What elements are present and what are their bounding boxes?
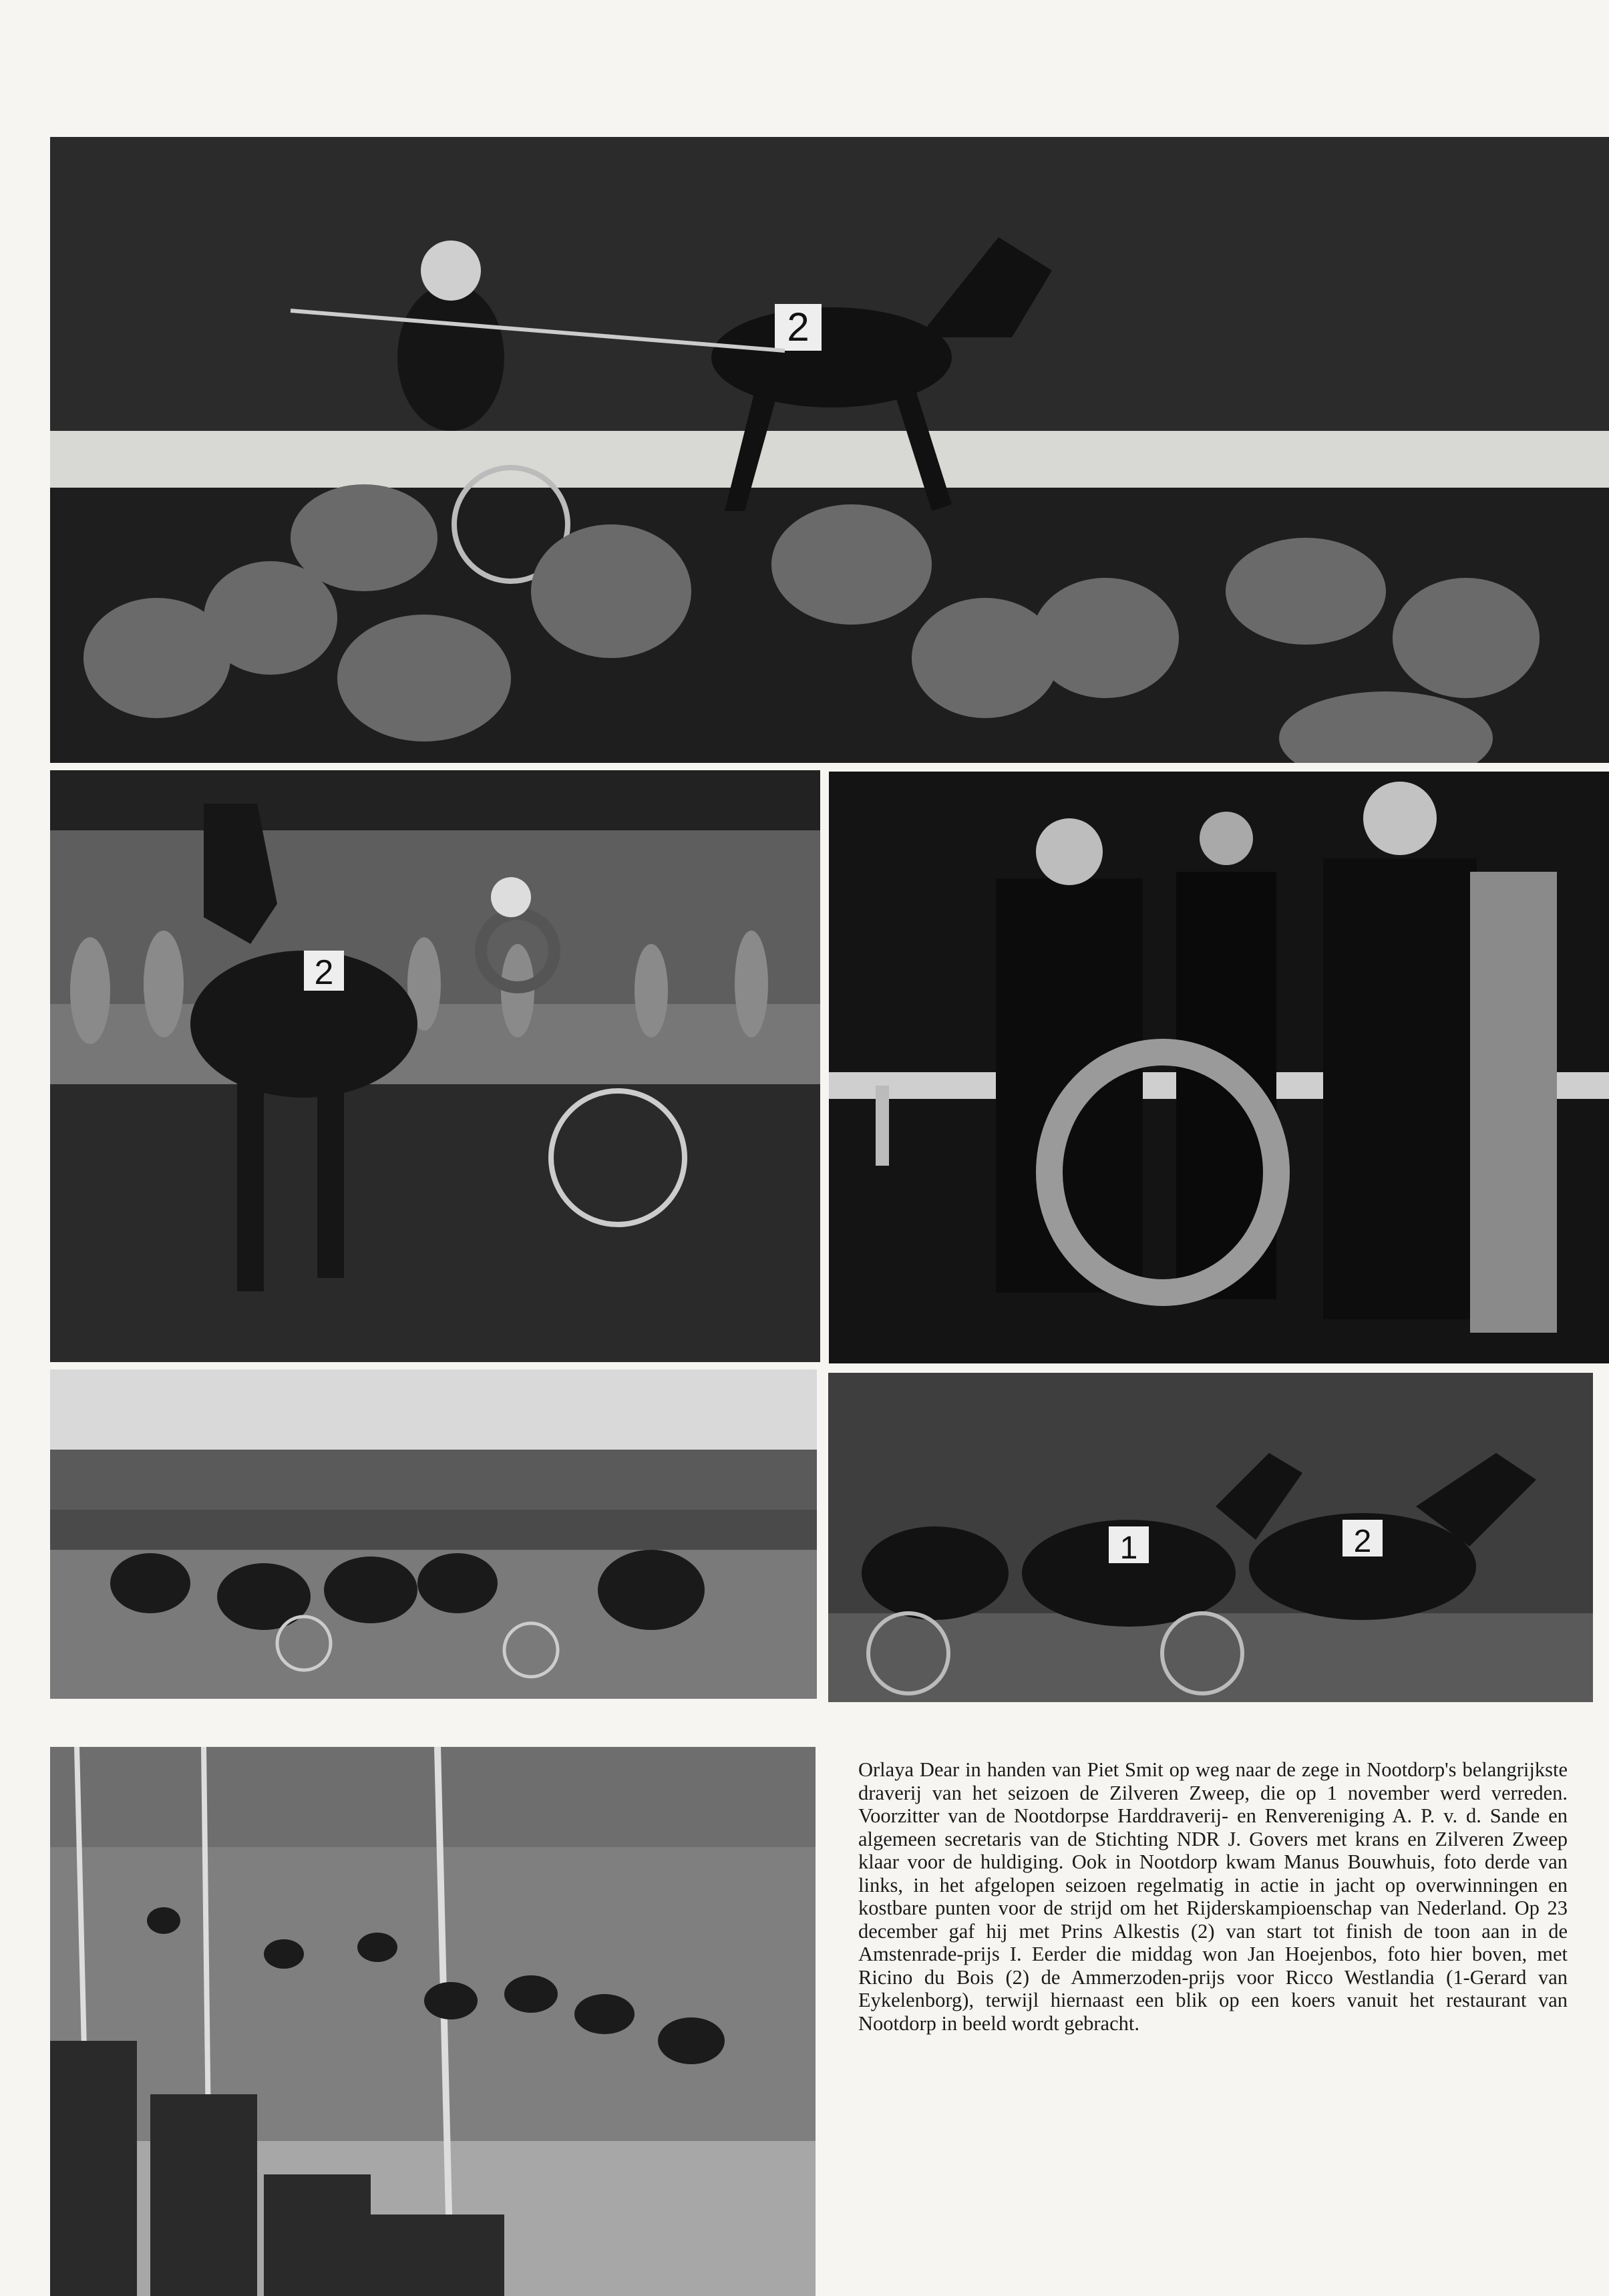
photo-race-from-restaurant-image xyxy=(50,1747,816,2296)
photo-officials-with-wreath-image xyxy=(829,772,1609,1363)
svg-text:2: 2 xyxy=(314,953,334,992)
photo-race-field-grandstand xyxy=(50,1369,817,1699)
photo-race-night-winner xyxy=(50,137,1609,763)
photo-officials-with-wreath xyxy=(829,772,1609,1363)
photo-race-field-grandstand-image xyxy=(50,1369,817,1699)
photo-race-night-winner-image xyxy=(50,137,1609,763)
photo-race-from-restaurant xyxy=(50,1747,816,2296)
photo-winner-with-wreath xyxy=(50,770,820,1362)
svg-text:2: 2 xyxy=(787,305,810,349)
svg-text:2: 2 xyxy=(1353,1524,1372,1559)
svg-text:1: 1 xyxy=(1119,1530,1138,1566)
photo-race-fog-1-and-2 xyxy=(828,1373,1593,1702)
photo-race-fog-1-and-2-image xyxy=(828,1373,1593,1702)
photo-winner-with-wreath-image xyxy=(50,770,820,1362)
photo-caption: Orlaya Dear in handen van Piet Smit op weg naar de zege in Nootdorp's belangrijkste draverij van het seizoen de Zilveren Zweep, die op 1 november werd verreden. Voorzitter van de Nootdorpse Harddraverij- en Renvereniging A. P. v. d. Sande en algemeen secretaris van de Stichting NDR J. Govers met krans en Zilveren Zweep klaar voor de huldiging. Ook in Nootdorp kwam Manus Bouwhuis, foto derde van links, in het afgelopen seizoen regelmatig in actie in jacht op overwinningen en kostbare punten voor de strijd om het Rijderskampioenschap van Nederland. Op 23 december gaf hij met Prins Alkestis (2) van start tot finish de toon aan in de Amstenrade-prijs I. Eerder die middag won Jan Hoejenbos, foto hier boven, met Ricino du Bois (2) de Ammerzoden-prijs voor Ricco Westlandia (1-Gerard van Eykelenborg), terwijl hiernaast een blik op een koers vanuit het restaurant van Nootdorp in beeld wordt gebracht. xyxy=(858,1758,1568,2035)
